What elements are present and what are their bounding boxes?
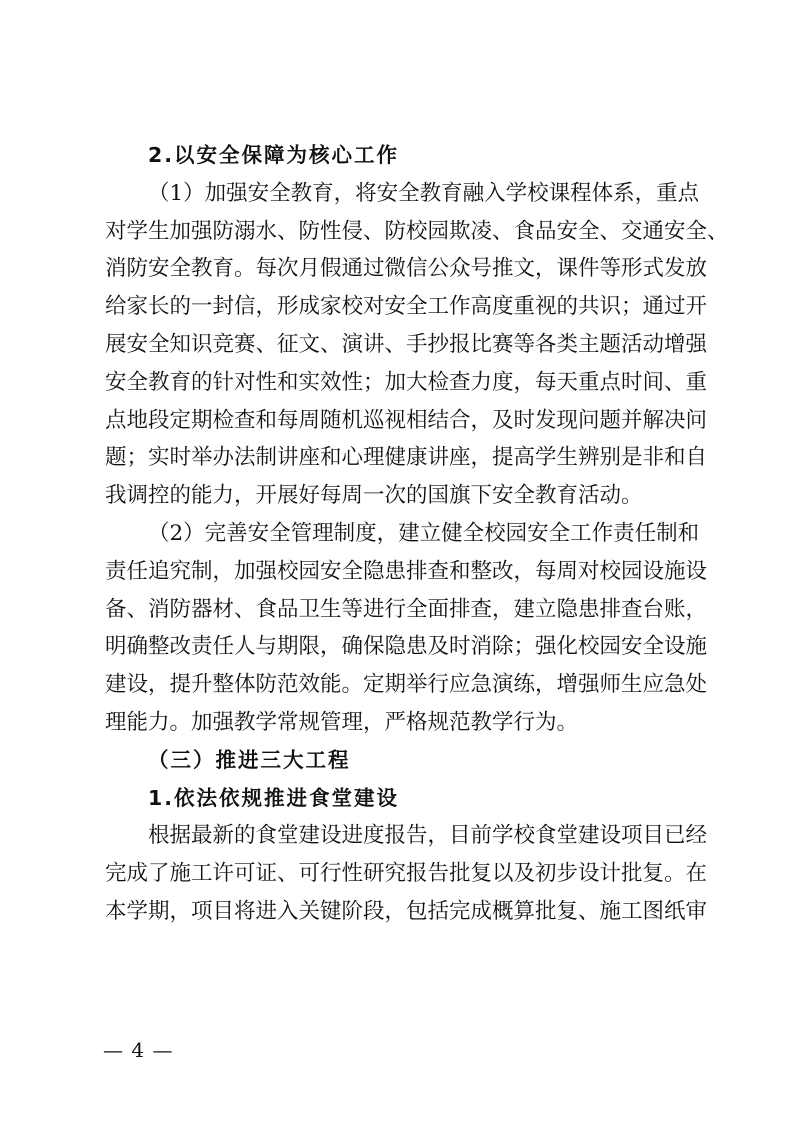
paragraph-line: 点地段定期检查和每周随机巡视相结合，及时发现问题并解决问 [105, 407, 708, 433]
document-body [105, 137, 729, 931]
paragraph-line: （1）加强安全教育，将安全教育融入学校课程体系，重点 [148, 180, 700, 206]
paragraph-safety-education [105, 175, 729, 515]
paragraph-line: 本学期，项目将进入关键阶段，包括完成概算批复、施工图纸审 [105, 898, 708, 924]
paragraph-safety-management [105, 515, 708, 742]
paragraph-line: 对学生加强防溺水、防性侵、防校园欺凌、食品安全、交通安全、 [105, 218, 729, 244]
paragraph-line: 备、消防器材、食品卫生等进行全面排查，建立隐患排查台账， [105, 596, 708, 622]
paragraph-line: 展安全知识竞赛、征文、演讲、手抄报比赛等各类主题活动增强 [105, 331, 708, 357]
paragraph-line: 理能力。加强教学常规管理，严格规范教学行为。 [105, 709, 579, 735]
paragraph-line: 题；实时举办法制讲座和心理健康讲座，提高学生辨别是非和自 [105, 445, 708, 471]
paragraph-line: 根据最新的食堂建设进度报告，目前学校食堂建设项目已经 [148, 823, 708, 849]
subsection-heading-canteen: 1.依法依规推进食堂建设 [148, 785, 400, 810]
paragraph-line: 安全教育的针对性和实效性；加大检查力度，每天重点时间、重 [105, 369, 708, 395]
paragraph-canteen-progress [105, 817, 708, 930]
section-heading-three-projects: （三）推进三大工程 [148, 747, 351, 772]
paragraph-line: 消防安全教育。每次月假通过微信公众号推文，课件等形式发放 [105, 256, 708, 282]
paragraph-line: 我调控的能力，开展好每周一次的国旗下安全教育活动。 [105, 483, 643, 509]
paragraph-line: 建设，提升整体防范效能。定期举行应急演练，增强师生应急处 [105, 672, 708, 698]
paragraph-line: 责任追究制，加强校园安全隐患排查和整改，每周对校园设施设 [105, 558, 708, 584]
section-heading-safety: 2.以安全保障为核心工作 [148, 143, 400, 167]
paragraph-line: （2）完善安全管理制度，建立健全校园安全工作责任制和 [148, 520, 700, 546]
paragraph-line: 完成了施工许可证、可行性研究报告批复以及初步设计批复。在 [105, 861, 708, 887]
paragraph-line: 明确整改责任人与期限，确保隐患及时消除；强化校园安全设施 [105, 634, 708, 660]
paragraph-line: 给家长的一封信，形成家校对安全工作高度重视的共识；通过开 [105, 294, 708, 320]
page-number: — 4 — [103, 1038, 174, 1062]
